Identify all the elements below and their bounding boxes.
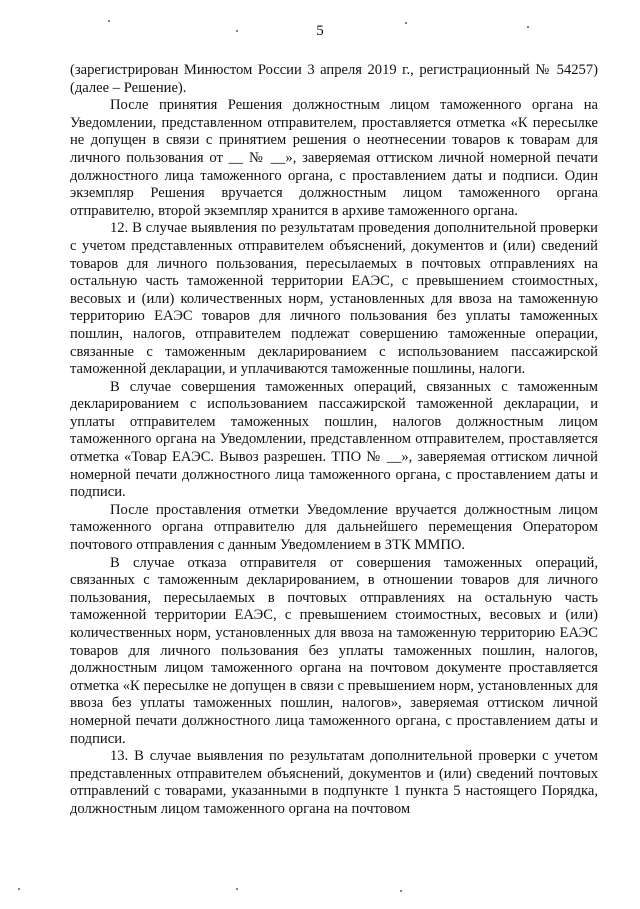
scan-speck <box>236 888 238 890</box>
scan-speck <box>405 22 407 24</box>
scan-speck <box>527 26 529 28</box>
paragraph-5: После проставления отметки Уведомление вручается должностным лицом таможенного органа отправителю для дальнейшего перемещения Оператором почтового отправления с данным Уведомлением в ЗТК ММПО. <box>70 501 598 554</box>
scan-speck <box>236 30 238 32</box>
scan-speck <box>18 888 20 890</box>
paragraph-2: После принятия Решения должностным лицом таможенного органа на Уведомлении, представленном отправителем, проставляется отметка «К пересылке не допущен в связи с принятием решения о неотнесении товаров к товарам для личного пользования от __ № __», заверяемая оттиском личной номерной печати должностного лица таможенного органа, с проставлением даты и подписи. Один экземпляр Решения вручается должностным лицом таможенного органа отправителю, второй экземпляр хранится в архиве таможенного органа. <box>70 97 598 219</box>
scan-speck <box>108 20 110 22</box>
page-number: 5 <box>316 23 324 39</box>
scan-speck <box>400 890 402 892</box>
paragraph-7: 13. В случае выявления по результатам дополнительной проверки с учетом представленных отправителем объяснений, документов и (или) сведений почтовых отправлений с товарами, указанными в подпункте 1 пункта 5 настоящего Порядка, должностным лицом таможенного органа на почтовом <box>70 748 598 817</box>
document-body <box>70 62 598 819</box>
paragraph-1: (зарегистрирован Минюстом России 3 апреля 2019 г., регистрационный № 54257) (далее – Решение). <box>70 62 598 96</box>
paragraph-3: 12. В случае выявления по результатам проведения дополнительной проверки с учетом представленных отправителем объяснений, документов и (или) сведений товаров для личного пользования, пересылаемых в почтовых отправлениях на остальную часть таможенной территории ЕАЭС, с превышением стоимостных, весовых и (или) количественных норм, установленных для ввоза на таможенную территорию ЕАЭС товаров для личного пользования без уплаты таможенных пошлин, налогов, отправителем подлежат совершению таможенные операции, связанные с таможенным декларированием с использованием пассажирской таможенной декларации, и уплачиваются таможенные пошлины, налоги. <box>70 220 598 378</box>
paragraph-4: В случае совершения таможенных операций, связанных с таможенным декларированием с использованием пассажирской таможенной декларации, и уплаты отправителем таможенных пошлин, налогов должностным лицом таможенного органа на Уведомлении, представленном отправителем, проставляется отметка «Товар ЕАЭС. Вывоз разрешен. ТПО № __», заверяемая оттиском личной номерной печати должностного лица таможенного органа, с проставлением даты и подписи. <box>70 378 598 501</box>
paragraph-6: В случае отказа отправителя от совершения таможенных операций, связанных с таможенным декларированием, в отношении товаров для личного пользования, пересылаемых в почтовых отправлениях на остальную часть таможенной территории ЕАЭС, с превышением стоимостных, весовых и (или) количественных норм, установленных для ввоза на таможенную территорию ЕАЭС товаров для личного пользования без уплаты таможенных пошлин, налогов, должностным лицом таможенного органа на почтовом документе проставляется отметка «К пересылке не допущен в связи с превышением норм, установленных для ввоза без уплаты таможенных пошлин, налогов», заверяемая оттиском личной номерной печати должностного лица таможенного органа, с проставлением даты и подписи. <box>70 554 598 747</box>
